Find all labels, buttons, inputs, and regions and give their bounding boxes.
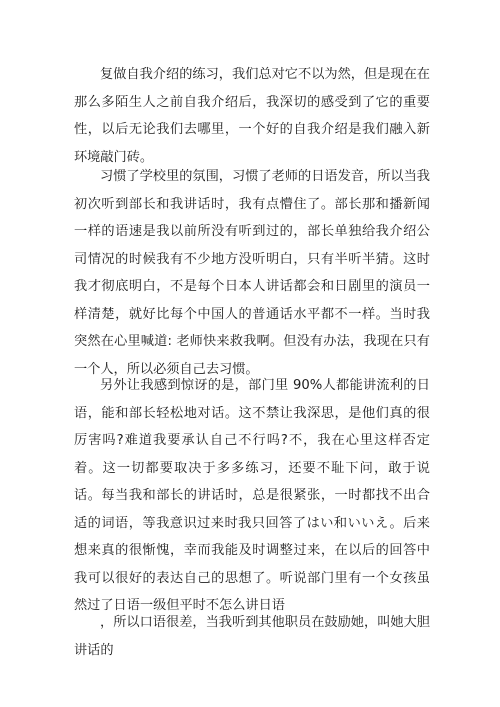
paragraph-adapting-to-manager: 习惯了学校里的氛围，习惯了老师的日语发音，所以当我初次听到部长和我讲话时，我有点懵住了。部长那和播新闻一样的语速是我以前所没有听到过的，部长单独给我介绍公司情况的时候我有不少地方没听明白，只有半听半猜。这时我才彻底明白，不是每个日本人讲话都会和日剧里的演员一样清楚，就好比每个中国人的普通话水平都不一样。当时我突然在心里喊道: 老师快来救我啊。但没有办法，我现在只有一个人，所以必须自己去习惯。 <box>74 169 430 377</box>
paragraph-colleagues-fluency: 另外让我感到惊讶的是，部门里 90%人都能讲流利的日语，能和部长轻松地对话。这不禁让我深思，是他们真的很厉害吗?难道我要承认自己不行吗?不，我在心里这样否定着。这一切都要取决于多多练习，还要不耻下问，敢于说话。每当我和部长的讲话时，总是很紧张，一时都找不出合适的词语，等我意识过来时我只回答了はい和いいえ。后来想来真的很惭愧，幸而我能及时调整过来，在以后的回答中我可以很好的表达自己的思想了。听说部门里有一个女孩虽然过了日语一级但平时不怎么讲日语 <box>74 378 430 613</box>
paragraph-self-introduction: 复做自我介绍的练习，我们总对它不以为然，但是现在在那么多陌生人之前自我介绍后，我深切的感受到了它的重要性，以后无论我们去哪里，一个好的自我介绍是我们融入新环境敲门砖。 <box>74 67 430 165</box>
paragraph-continuation: ，所以口语很差，当我听到其他职员在鼓励她，叫她大胆讲话的 <box>74 615 430 658</box>
